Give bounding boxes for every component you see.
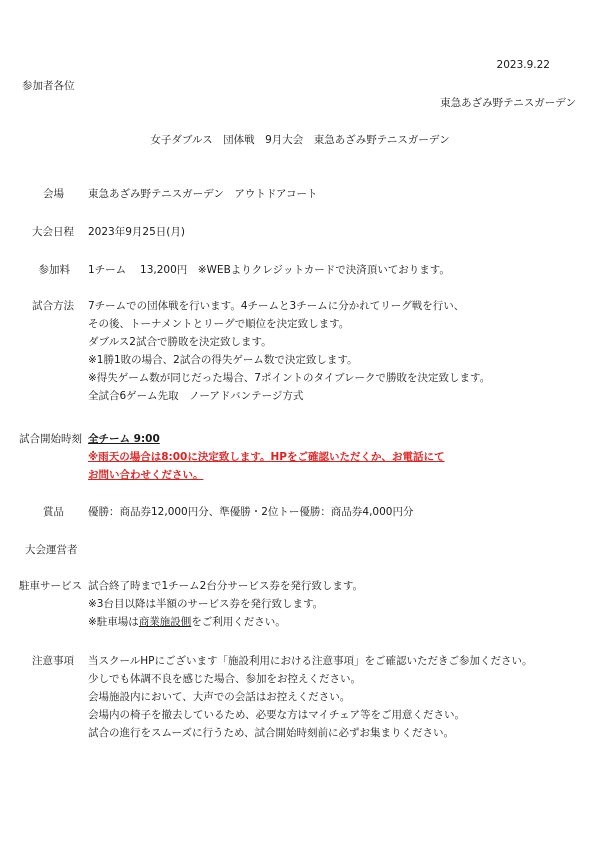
start-time-value: 全チーム 9:00	[88, 433, 160, 445]
notes-line: 少しでも体調不良を感じた場合、参加をお控えください。	[88, 673, 361, 685]
parking-line: ※3台目以降は半額のサービス券を発行致します。	[88, 598, 324, 610]
date-label: 大会日程	[32, 226, 74, 238]
parking-label: 駐車サービス	[19, 580, 82, 592]
notes-lines	[88, 652, 533, 742]
format-line: ダブルス2試合で勝敗を決定致します。	[88, 336, 272, 348]
notes-line: 会場内の椅子を撤去しているため、必要な方はマイチェア等をご用意ください。	[88, 709, 466, 721]
notes-line: 試合の進行をスムーズに行うため、試合開始時刻前に必ずお集まりください。	[88, 727, 455, 739]
notes-line: 当スクールHPにございます「施設利用における注意事項」をご確認いただきご参加ください。	[88, 655, 533, 667]
recipient: 参加者各位	[22, 80, 75, 92]
notes-line: 会場施設内において、大声での会話はお控えください。	[88, 691, 351, 703]
fee-value: 1チーム 13,200円 ※WEBよりクレジットカードで決済頂いております。	[88, 264, 450, 276]
date-value: 2023年9月25日(月)	[88, 226, 185, 238]
format-line: ※得失ゲーム数が同じだった場合、7ポイントのタイブレークで勝敗を決定致します。	[88, 372, 491, 384]
commercial-facility-link: 商業施設側	[138, 616, 192, 628]
document-title: 女子ダブルス 団体戦 9月大会 東急あざみ野テニスガーデン	[150, 134, 450, 146]
parking-line: 試合終了時まで1チーム2台分サービス券を発行致します。	[88, 580, 364, 592]
organizer-label: 大会運営者	[25, 544, 78, 556]
prizes-label: 賞品	[43, 506, 64, 518]
notes-label: 注意事項	[32, 655, 74, 667]
format-line: 全試合6ゲーム先取 ノーアドバンテージ方式	[88, 390, 304, 402]
parking-lines	[88, 577, 363, 631]
start-time-label: 試合開始時刻	[19, 433, 82, 445]
sender: 東急あざみ野テニスガーデン	[440, 97, 576, 109]
format-line: ※1勝1敗の場合、2試合の得失ゲーム数で決定致します。	[88, 354, 358, 366]
format-line: 7チームでの団体戦を行います。4チームと3チームに分かれてリーグ戦を行い、	[88, 300, 465, 312]
rain-note: ※雨天の場合は8:00に決定致します。HPをご確認いただくか、お電話にて	[88, 451, 445, 463]
document-date: 2023.9.22	[496, 59, 550, 71]
parking-line-prefix: ※駐車場は	[88, 616, 139, 628]
rain-note: お問い合わせください。	[88, 469, 204, 481]
format-label: 試合方法	[32, 300, 74, 312]
venue-label: 会場	[43, 188, 64, 200]
format-line: その後、トーナメントとリーグで順位を決定致します。	[88, 318, 350, 330]
parking-line-suffix: をご利用ください。	[191, 616, 286, 628]
parking-line	[88, 613, 363, 631]
start-time-lines	[88, 430, 444, 484]
prizes-value: 優勝：商品券12,000円分、準優勝・2位トー優勝：商品券4,000円分	[88, 506, 414, 518]
fee-label: 参加料	[38, 264, 70, 276]
venue-value: 東急あざみ野テニスガーデン アウトドアコート	[88, 188, 318, 200]
format-lines	[88, 297, 490, 405]
